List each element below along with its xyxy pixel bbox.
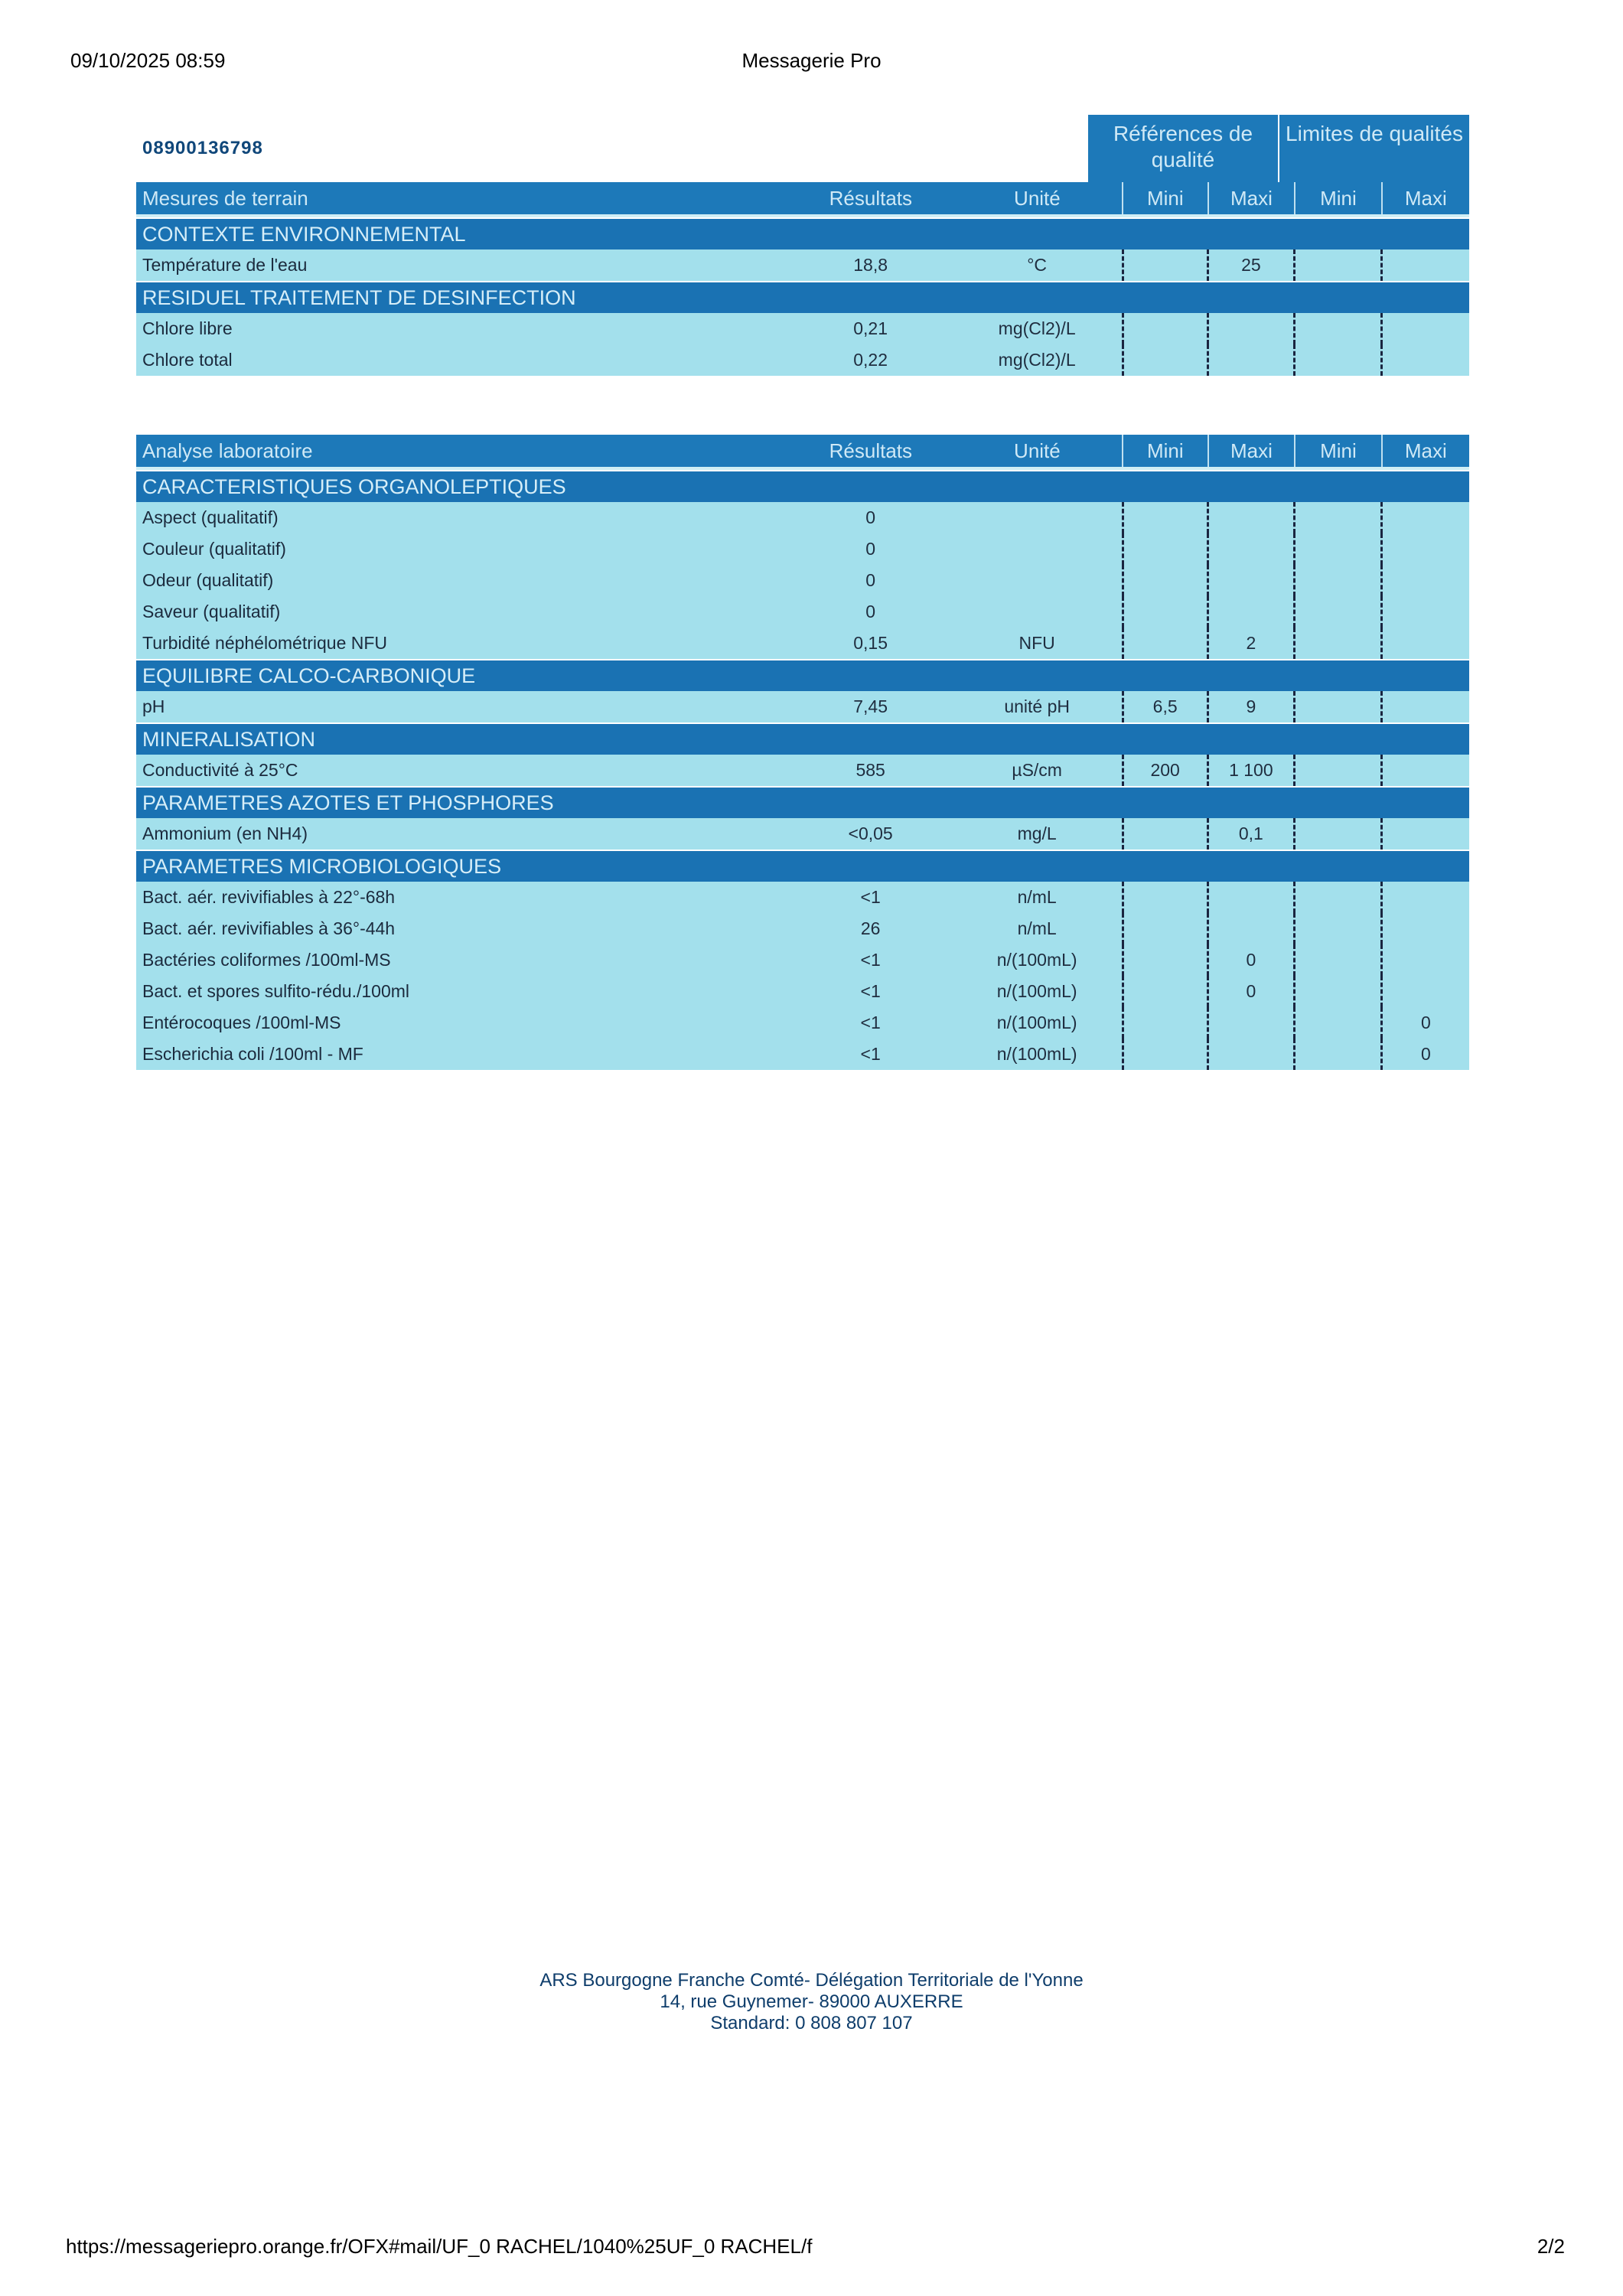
lim-max-value [1383, 502, 1469, 533]
result-value: <0,05 [848, 823, 893, 843]
parameter-name: Bactéries coliformes /100ml-MS [142, 950, 391, 970]
lim-max-value [1383, 344, 1469, 376]
ref-min-value [1122, 944, 1209, 976]
result-value: 0 [865, 539, 876, 559]
result-value: 0,21 [853, 318, 888, 338]
lim-max-value [1383, 882, 1469, 913]
header-results: Résultats [829, 187, 913, 210]
ref-min-value [1122, 628, 1209, 659]
footer-address-line1: ARS Bourgogne Franche Comté- Délégation Territoriale de l'Yonne [539, 1970, 1084, 1991]
ref-min-value [1122, 502, 1209, 533]
result-value: 18,8 [853, 255, 888, 275]
section-title: RESIDUEL TRAITEMENT DE DESINFECTION [142, 286, 576, 309]
ref-max-value: 2 [1209, 628, 1296, 659]
unit-value [953, 596, 1122, 628]
unit-value: n/(100mL) [996, 1013, 1077, 1032]
footer-address [0, 1970, 1623, 2034]
result-value: 0 [865, 602, 876, 621]
header-unit: Unité [1014, 439, 1061, 462]
table-row [136, 944, 1469, 976]
ref-min-value [1122, 818, 1209, 850]
table-row [136, 976, 1469, 1007]
print-datetime: 09/10/2025 08:59 [70, 49, 226, 72]
ref-min-value [1122, 344, 1209, 376]
parameter-name: Entérocoques /100ml-MS [142, 1013, 341, 1032]
ref-min-value [1122, 565, 1209, 596]
parameter-name: Odeur (qualitatif) [142, 570, 274, 590]
ref-max-value [1209, 1039, 1296, 1070]
result-value: 26 [860, 918, 881, 938]
parameter-name: Turbidité néphélométrique NFU [142, 633, 388, 653]
table-row [136, 818, 1469, 850]
document-id: 08900136798 [142, 138, 263, 158]
lab-analysis-table [136, 435, 1469, 1070]
header-lim-mini: Mini [1295, 182, 1383, 214]
parameter-name: Bact. aér. revivifiables à 36°-44h [142, 918, 396, 938]
ref-min-value [1122, 313, 1209, 344]
unit-value: °C [1027, 255, 1048, 275]
parameter-name: Escherichia coli /100ml - MF [142, 1044, 363, 1064]
parameter-name: Ammonium (en NH4) [142, 823, 308, 843]
spacer [136, 214, 1469, 217]
ref-min-value [1122, 1007, 1209, 1039]
parameter-name: Bact. et spores sulfito-rédu./100ml [142, 981, 409, 1001]
lim-min-value [1295, 1039, 1383, 1070]
ref-max-value [1209, 533, 1296, 565]
references-qualite-label: Références de qualité [1113, 122, 1253, 171]
ref-min-value [1122, 249, 1209, 281]
section-header [136, 471, 1469, 502]
table-row [136, 596, 1469, 628]
ref-max-value [1209, 882, 1296, 913]
result-value: 0,15 [853, 633, 888, 653]
lim-min-value [1295, 533, 1383, 565]
lim-min-value [1295, 313, 1383, 344]
ref-max-value: 0 [1209, 944, 1296, 976]
section-title: PARAMETRES AZOTES ET PHOSPHORES [142, 791, 554, 814]
header-results: Résultats [829, 439, 913, 462]
ref-max-value [1209, 502, 1296, 533]
lim-min-value [1295, 249, 1383, 281]
result-value: <1 [860, 1044, 881, 1064]
parameter-name: Chlore total [142, 350, 233, 370]
ref-min-value: 6,5 [1122, 691, 1209, 722]
ref-max-value [1209, 596, 1296, 628]
header-lim-maxi: Maxi [1404, 187, 1447, 210]
lim-max-value [1383, 944, 1469, 976]
unit-value: mg(Cl2)/L [998, 318, 1076, 338]
lim-max-value [1383, 596, 1469, 628]
lim-max-value [1383, 533, 1469, 565]
header-ref-maxi: Maxi [1209, 435, 1296, 467]
result-value: 0 [865, 570, 876, 590]
ref-max-value: 1 100 [1209, 755, 1296, 786]
unit-value [953, 533, 1122, 565]
lim-min-value [1295, 882, 1383, 913]
ref-max-value [1209, 1007, 1296, 1039]
unit-value: unité pH [1004, 696, 1070, 716]
parameter-name: Température de l'eau [142, 255, 308, 275]
ref-min-value: 200 [1122, 755, 1209, 786]
lim-min-value [1295, 976, 1383, 1007]
lim-max-value: 0 [1420, 1044, 1431, 1064]
ref-min-value [1122, 882, 1209, 913]
print-url: https://messageriepro.orange.fr/OFX#mail/UF_0 RACHEL/1040%25UF_0 RACHEL/f [66, 2235, 813, 2258]
parameter-name: Chlore libre [142, 318, 233, 338]
header-lim-maxi: Maxi [1404, 439, 1447, 462]
unit-value: mg/L [1017, 823, 1057, 843]
lim-max-value [1383, 313, 1469, 344]
lim-min-value [1295, 913, 1383, 944]
lim-max-value [1383, 628, 1469, 659]
ref-min-value [1122, 533, 1209, 565]
result-value: <1 [860, 950, 881, 970]
table-row [136, 533, 1469, 565]
parameter-name: Saveur (qualitatif) [142, 602, 281, 621]
lim-min-value [1295, 565, 1383, 596]
unit-value: n/(100mL) [996, 1044, 1077, 1064]
lim-min-value [1295, 344, 1383, 376]
ref-max-value [1209, 913, 1296, 944]
lim-min-value [1295, 691, 1383, 722]
unit-value: mg(Cl2)/L [998, 350, 1076, 370]
table-row [136, 628, 1469, 659]
references-qualite-header [1088, 115, 1278, 182]
table-header-row [136, 435, 1469, 467]
lim-max-value [1383, 565, 1469, 596]
parameter-name: pH [142, 696, 165, 716]
ref-max-value: 0,1 [1209, 818, 1296, 850]
limites-qualite-header [1279, 115, 1469, 182]
ref-min-value [1122, 913, 1209, 944]
result-value: <1 [860, 887, 881, 907]
header-label: Mesures de terrain [142, 187, 308, 210]
table-row [136, 565, 1469, 596]
lim-max-value [1383, 249, 1469, 281]
lim-max-value [1383, 976, 1469, 1007]
ref-max-value [1209, 565, 1296, 596]
result-value: <1 [860, 981, 881, 1001]
section-header [136, 851, 1469, 882]
parameter-name: Bact. aér. revivifiables à 22°-68h [142, 887, 396, 907]
result-value: 7,45 [853, 696, 888, 716]
unit-value: NFU [1018, 633, 1055, 653]
limites-qualite-label: Limites de qualités [1286, 122, 1463, 145]
section-header [136, 660, 1469, 691]
table-row [136, 913, 1469, 944]
lim-min-value [1295, 502, 1383, 533]
result-value: 585 [855, 760, 885, 780]
unit-value [953, 502, 1122, 533]
header-label: Analyse laboratoire [142, 439, 313, 462]
table-row [136, 1007, 1469, 1039]
unit-value: n/(100mL) [996, 981, 1077, 1001]
section-header [136, 219, 1469, 249]
lim-max-value [1383, 755, 1469, 786]
lim-min-value [1295, 944, 1383, 976]
unit-value: n/mL [1017, 918, 1057, 938]
result-value: <1 [860, 1013, 881, 1032]
ref-max-value [1209, 344, 1296, 376]
result-value: 0,22 [853, 350, 888, 370]
unit-value: n/(100mL) [996, 950, 1077, 970]
section-header [136, 724, 1469, 755]
header-ref-maxi: Maxi [1209, 182, 1296, 214]
lim-max-value [1383, 691, 1469, 722]
parameter-name: Couleur (qualitatif) [142, 539, 286, 559]
unit-value [953, 565, 1122, 596]
table-row [136, 344, 1469, 376]
lim-max-value [1383, 913, 1469, 944]
section-title: CARACTERISTIQUES ORGANOLEPTIQUES [142, 475, 566, 498]
lim-max-value [1383, 818, 1469, 850]
page-number: 2/2 [1537, 2235, 1565, 2258]
header-unit: Unité [1014, 187, 1061, 210]
header-lim-mini: Mini [1295, 435, 1383, 467]
print-title: Messagerie Pro [741, 49, 882, 72]
lim-max-value: 0 [1420, 1013, 1431, 1032]
ref-max-value: 0 [1209, 976, 1296, 1007]
lim-min-value [1295, 596, 1383, 628]
ref-min-value [1122, 1039, 1209, 1070]
table-row [136, 313, 1469, 344]
section-header [136, 282, 1469, 313]
ref-min-value [1122, 596, 1209, 628]
footer-address-line3: Standard: 0 808 807 107 [710, 2013, 913, 2033]
footer-address-line2: 14, rue Guynemer- 89000 AUXERRE [660, 1991, 963, 2012]
ref-min-value [1122, 976, 1209, 1007]
section-title: CONTEXTE ENVIRONNEMENTAL [142, 223, 466, 246]
table-row [136, 691, 1469, 722]
header-ref-mini: Mini [1122, 182, 1209, 214]
unit-value: n/mL [1017, 887, 1057, 907]
section-header [136, 788, 1469, 818]
table-row [136, 249, 1469, 281]
unit-value: µS/cm [1012, 760, 1062, 780]
table-row [136, 502, 1469, 533]
table-row [136, 755, 1469, 786]
table-header-row [136, 182, 1469, 214]
parameter-name: Conductivité à 25°C [142, 760, 298, 780]
section-title: EQUILIBRE CALCO-CARBONIQUE [142, 664, 476, 687]
table-row [136, 882, 1469, 913]
result-value: 0 [865, 507, 876, 527]
section-title: MINERALISATION [142, 728, 316, 751]
table-row [136, 1039, 1469, 1070]
spacer [136, 467, 1469, 470]
lim-min-value [1295, 1007, 1383, 1039]
parameter-name: Aspect (qualitatif) [142, 507, 279, 527]
lim-min-value [1295, 628, 1383, 659]
header-ref-mini: Mini [1122, 435, 1209, 467]
field-measurements-table [136, 182, 1469, 376]
lim-min-value [1295, 755, 1383, 786]
lim-min-value [1295, 818, 1383, 850]
ref-max-value: 25 [1209, 249, 1296, 281]
section-title: PARAMETRES MICROBIOLOGIQUES [142, 855, 502, 878]
ref-max-value [1209, 313, 1296, 344]
ref-max-value: 9 [1209, 691, 1296, 722]
